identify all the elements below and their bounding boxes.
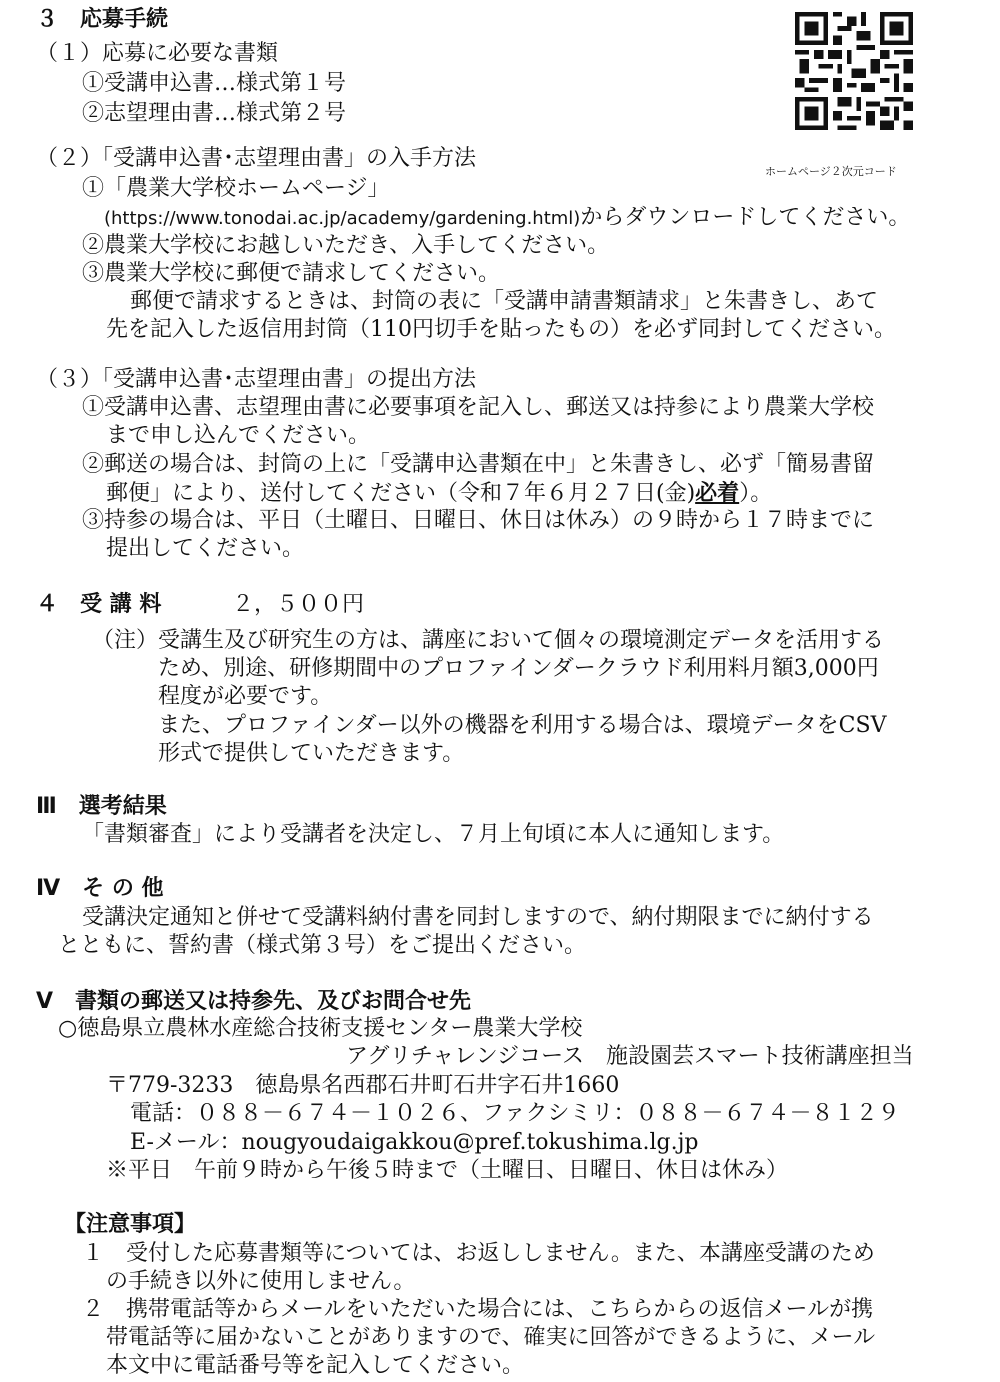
doc-item-2: ②志望理由書…様式第２号	[82, 101, 347, 126]
mail-request-detail-1: 郵便で請求するときは、封筒の表に「受講申請書類請求」と朱書きし、あて	[130, 289, 879, 314]
homepage-url[interactable]: (https://www.tonodai.ac.jp/academy/gardening.html)	[104, 208, 581, 229]
mail-request-item: ③農業大学校に郵便で請求してください。	[82, 261, 501, 286]
selection-result-text: 「書類審査」により受講者を決定し、７月上旬頃に本人に通知します。	[82, 822, 785, 847]
qr-code-image	[795, 12, 913, 130]
notes-heading: 【注意事項】	[64, 1212, 197, 1237]
subsection-3-title: （３）「受講申込書･志望理由書」の提出方法	[36, 367, 477, 392]
submit-item-2-line2	[106, 479, 772, 508]
submit-item-1-line1: ①受講申込書、志望理由書に必要事項を記入し、郵送又は持参により農業大学校	[82, 395, 875, 420]
note-2-line1: ２ 携帯電話等からメールをいただいた場合には、こちらからの返信メールが携	[82, 1297, 874, 1322]
other-text-line1: 受講決定通知と併せて受講料納付書を同封しますので、納付期限までに納付する	[82, 905, 874, 930]
subsection-2-title: （２）「受講申込書･志望理由書」の入手方法	[36, 146, 477, 171]
contact-hours: ※平日 午前９時から午後５時まで（土曜日、日曜日、休日は休み）	[106, 1158, 789, 1183]
download-item: ①「農業大学校ホームページ」	[82, 176, 390, 201]
fee-note-line5: 形式で提供していただきます。	[158, 741, 465, 766]
doc-item-1: ①受講申込書…様式第１号	[82, 71, 347, 96]
must-arrive-emphasis: 必着	[695, 480, 740, 506]
fee-amount: ２，５００円	[232, 592, 365, 617]
download-instruction: からダウンロードしてください。	[580, 205, 911, 230]
qr-caption: ホームページ２次元コード	[765, 165, 897, 178]
note-1-line1: １ 受付した応募書類等については、お返ししません。また、本講座受講のため	[82, 1241, 875, 1266]
fee-note-line1: （注）受講生及び研究生の方は、講座において個々の環境測定データを活用する	[92, 628, 885, 653]
deadline-close: ）。	[739, 481, 773, 506]
contact-address: 〒779-3233 徳島県名西郡石井町石井字石井1660	[106, 1073, 620, 1098]
submit-item-3-line2: 提出してください。	[106, 536, 305, 561]
subsection-1-title: （１）応募に必要な書類	[36, 41, 279, 66]
contact-department: アグリチャレンジコース 施設園芸スマート技術講座担当	[346, 1044, 914, 1069]
contact-phone-fax: 電話：０８８－６７４－１０２６、ファクシミリ：０８８－６７４－８１２９	[130, 1101, 900, 1126]
section-iv-heading: Ⅳ そ の 他	[36, 876, 164, 901]
contact-email[interactable]: E-メール：nougyoudaigakkou@pref.tokushima.lg.jp	[130, 1130, 699, 1155]
note-1-line2: の手続き以外に使用しません。	[106, 1269, 416, 1294]
download-url-line	[104, 204, 910, 233]
section-v-heading: Ⅴ 書類の郵送又は持参先、及びお問合せ先	[36, 989, 472, 1014]
contact-organization: ○徳島県立農林水産総合技術支援センター農業大学校	[58, 1016, 583, 1041]
other-text-line2: とともに、誓約書（様式第３号）をご提出ください。	[58, 933, 587, 958]
section-iii-heading: Ⅲ 選考結果	[36, 794, 167, 819]
fee-note-line2: ため、別途、研修期間中のプロファインダークラウド利用料月額3,000円	[158, 656, 879, 681]
deadline-text: 郵便」により、送付してください（令和７年６月２７日(金)	[106, 481, 696, 506]
mail-request-detail-2: 先を記入した返信用封筒（110円切手を貼ったもの）を必ず同封してください。	[106, 317, 896, 342]
visit-item: ②農業大学校にお越しいただき、入手してください。	[82, 233, 610, 258]
fee-note-line3: 程度が必要です。	[158, 684, 333, 709]
submit-item-3-line1: ③持参の場合は、平日（土曜日、日曜日、休日は休み）の９時から１７時までに	[82, 508, 875, 533]
note-2-line2: 帯電話等に届かないことがありますので、確実に回答ができるように、メール	[106, 1325, 876, 1350]
note-2-line3: 本文中に電話番号等を記入してください。	[106, 1353, 525, 1378]
section-4-heading: ４ 受 講 料	[36, 592, 162, 617]
submit-item-2-line1: ②郵送の場合は、封筒の上に「受講申込書類在中」と朱書きし、必ず「簡易書留	[82, 452, 875, 477]
fee-note-line4: また、プロファインダー以外の機器を利用する場合は、環境データをCSV	[158, 713, 887, 738]
section-3-heading: ３ 応募手続	[36, 7, 169, 32]
submit-item-1-line2: まで申し込んでください。	[106, 423, 371, 448]
